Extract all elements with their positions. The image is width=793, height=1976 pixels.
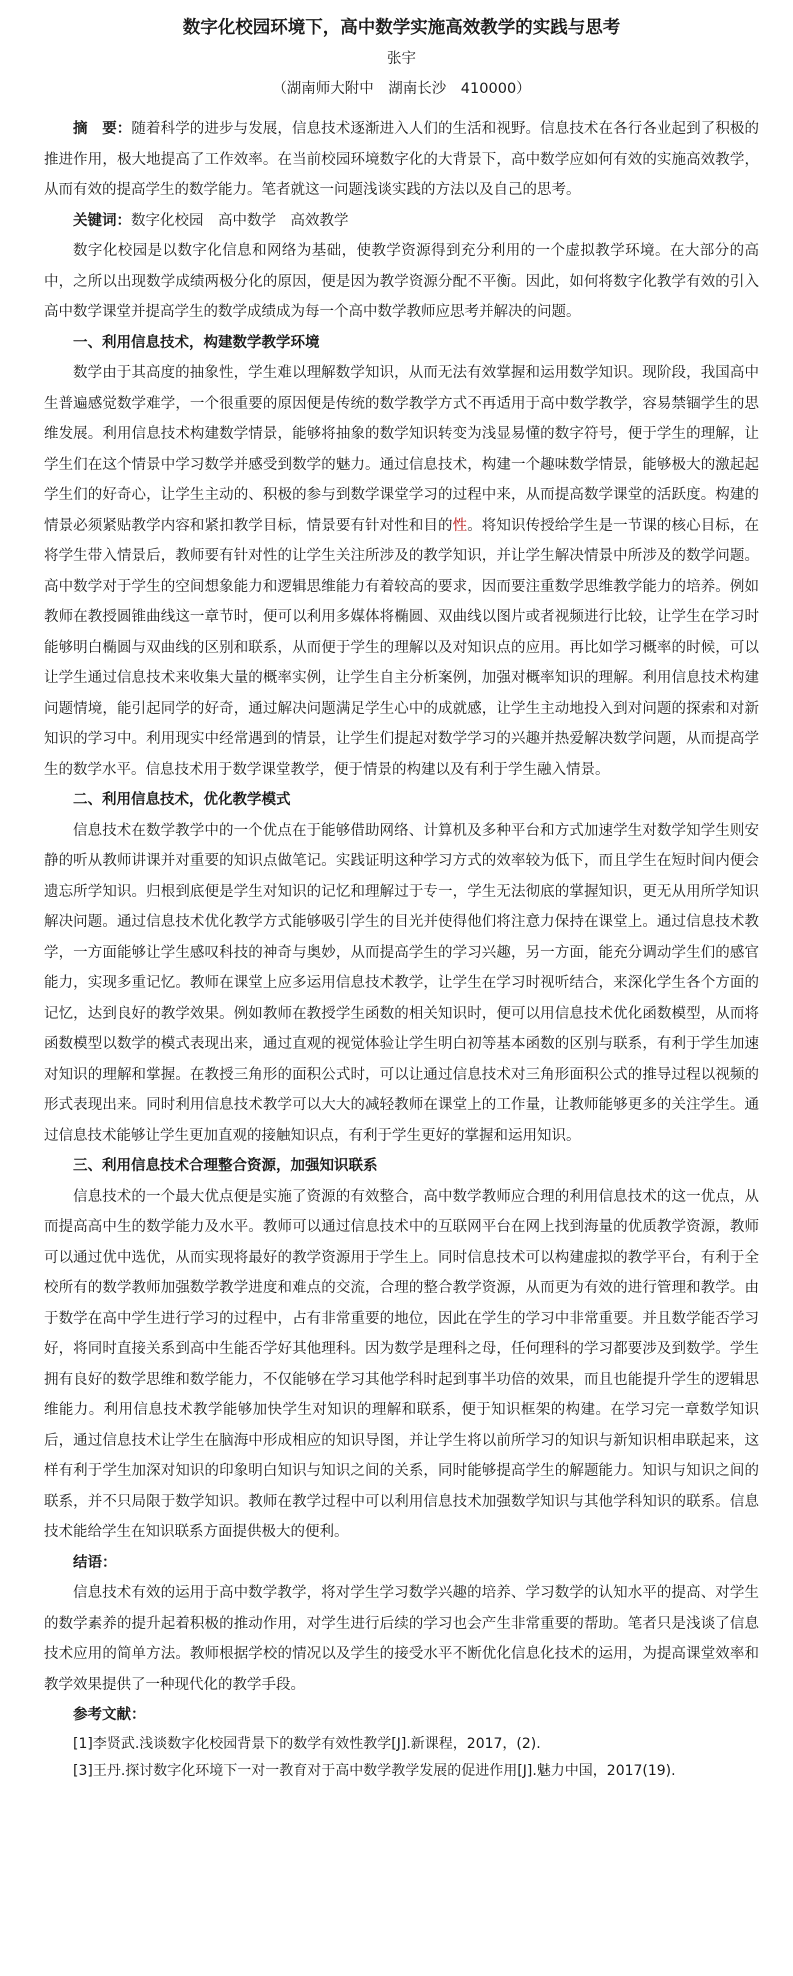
section1-text-a: 数学由于其高度的抽象性，学生难以理解数学知识，从而无法有效掌握和运用数学知识。现阶段，我国高中生普遍感觉数学难学，一个很重要的原因便是传统的数学教学方式不再适用于高中数学教学，容易禁锢学生的思维发展。利用信息技术构建数学情景，能够将抽象的数学知识转变为浅显易懂的数字符号，便于学生的理解，让学生们在这个情景中学习数学并感受到数学的魅力。通过信息技术，构建一个趣味数学情景，能够极大的激起起学生们的好奇心，让学生主动的、积极的参与到数学课堂学习的过程中来，从而提高数学课堂的活跃度。构建的情景必须紧贴教学内容和紧扣教学目标，情景要有针对性和目的 bbox=[44, 365, 759, 534]
paper-title: 数字化校园环境下，高中数学实施高效教学的实践与思考 bbox=[182, 18, 621, 38]
conclusion-paragraph: 信息技术有效的运用于高中数学教学，将对学生学习数学兴趣的培养、学习数学的认知水平的提高、对学生的数学素养的提升起着积极的推动作用，对学生进行后续的学习也会产生非常重要的帮助。笔者只是浅谈了信息技术应用的简单方法。教师根据学校的情况以及学生的接受水平不断优化信息化技术的运用，为提高课堂效率和教学效果提供了一种现代化的教学手段。 bbox=[44, 1585, 759, 1693]
keywords-paragraph bbox=[44, 206, 759, 237]
author-affiliation: （湖南师大附中 湖南长沙 410000） bbox=[272, 81, 531, 97]
section1-heading: 一、利用信息技术，构建数学教学环境 bbox=[73, 334, 320, 351]
section1-text-b: 。将知识传授给学生是一节课的核心目标，在将学生带入情景后，教师要有针对性的让学生关注所涉及的教学知识，并让学生解决情景中所涉及的数学问题。高中数学对于学生的空间想象能力和逻辑思维能力有着较高的要求，因而要注重数学思维教学能力的培养。例如教师在教授圆锥曲线这一章节时，便可以利用多媒体将椭圆、双曲线以图片或者视频进行比较，让学生在学习时能够明白椭圆与双曲线的区别和联系，从而便于学生的理解以及对知识点的应用。再比如学习概率的时候，可以让学生通过信息技术来收集大量的概率实例，让学生自主分析案例，加强对概率知识的理解。利用信息技术构建问题情境，能引起同学的好奇，通过解决问题满足学生心中的成就感，让学生主动地投入到对问题的探索和对新知识的学习中。利用现实中经常遇到的情景，让学生们提起对数学学习的兴趣并热爱解决数学问题，从而提高学生的数学水平。信息技术用于数学课堂教学，便于情景的构建以及有利于学生融入情景。 bbox=[44, 517, 759, 778]
abstract-label: 摘 要： bbox=[73, 121, 132, 137]
section1-highlight: 性 bbox=[452, 517, 468, 534]
intro-paragraph: 数字化校园是以数字化信息和网络为基础，使教学资源得到充分利用的一个虚拟教学环境。在大部分的高中，之所以出现数学成绩两极分化的原因，便是因为教学资源分配不平衡。因此，如何将数字化教学有效的引入高中数学课堂并提高学生的数学成绩成为每一个高中数学教师应思考并解决的问题。 bbox=[44, 243, 759, 320]
section1-paragraph bbox=[44, 358, 759, 785]
references-list bbox=[44, 1731, 759, 1785]
abstract-paragraph bbox=[44, 114, 759, 206]
section3-paragraph: 信息技术的一个最大优点便是实施了资源的有效整合，高中数学教师应合理的利用信息技术的这一优点，从而提高高中生的数学能力及水平。教师可以通过信息技术中的互联网平台在网上找到海量的优质教学资源，教师可以通过优中选优，从而实现将最好的教学资源用于学生上。同时信息技术可以构建虚拟的教学平台，有利于全校所有的数学教师加强数学教学进度和难点的交流，合理的整合教学资源，从而更为有效的进行管理和教学。由于数学在高中学生进行学习的过程中，占有非常重要的地位，因此在学生的学习中非常重要。并且数学能否学习好，将同时直接关系到高中生能否学好其他理科。因为数学是理科之母，任何理科的学习都要涉及到数学。学生拥有良好的数学思维和数学能力，不仅能够在学习其他学科时起到事半功倍的效果，而且也能提升学生的逻辑思维能力。利用信息技术教学能够加快学生对知识的理解和联系，便于知识框架的构建。在学习完一章数学知识后，通过信息技术让学生在脑海中形成相应的知识导图，并让学生将以前所学习的知识与新知识相串联起来，这样有利于学生加深对知识的印象明白知识与知识之间的关系，同时能够提高学生的解题能力。知识与知识之间的联系，并不只局限于数学知识。教师在教学过程中可以利用信息技术加强数学知识与其他学科知识的联系。信息技术能给学生在知识联系方面提供极大的便利。 bbox=[44, 1188, 759, 1540]
reference-item: [3]王丹.探讨数字化环境下一对一教育对于高中数学教学发展的促进作用[J].魅力中国，2017(19). bbox=[73, 1762, 676, 1779]
conclusion-heading: 结语： bbox=[73, 1554, 117, 1571]
section2-heading: 二、利用信息技术，优化教学模式 bbox=[73, 792, 291, 808]
author-name: 张宇 bbox=[387, 51, 416, 67]
keywords-text: 数字化校园 高中数学 高效教学 bbox=[131, 212, 349, 229]
keywords-label: 关键词： bbox=[73, 212, 131, 229]
abstract-text: 随着科学的进步与发展，信息技术逐渐进入人们的生活和视野。信息技术在各行各业起到了积极的推进作用，极大地提高了工作效率。在当前校园环境数字化的大背景下，高中数学应如何有效的实施高效教学，从而有效的提高学生的数学能力。笔者就这一问题浅谈实践的方法以及自己的思考。 bbox=[44, 121, 760, 198]
section2-paragraph: 信息技术在数学教学中的一个优点在于能够借助网络、计算机及多种平台和方式加速学生对数学知学生则安静的听从教师讲课并对重要的知识点做笔记。实践证明这种学习方式的效率较为低下，而且学生在短时间内便会遗忘所学知识。归根到底便是学生对知识的记忆和理解过于专一，学生无法彻底的掌握知识，更无从用所学知识解决问题。通过信息技术优化教学方式能够吸引学生的目光并使得他们将注意力保持在课堂上。通过信息技术教学，一方面能够让学生感叹科技的神奇与奥妙，从而提高学生的学习兴趣，另一方面，能充分调动学生们的感官能力，实现多重记忆。教师在课堂上应多运用信息技术教学，让学生在学习时视听结合，来深化学生各个方面的记忆，达到良好的教学效果。例如教师在教授学生函数的相关知识时，便可以用信息技术优化函数模型，从而将函数模型以数学的模式表现出来，通过直观的视觉体验让学生明白初等基本函数的区别与联系，有利于学生加速对知识的理解和掌握。在教授三角形的面积公式时，可以让通过信息技术对三角形面积公式的推导过程以视频的形式表现出来。同时利用信息技术教学可以大大的减轻教师在课堂上的工作量，让教师能够更多的关注学生。通过信息技术能够让学生更加直观的接触知识点，有利于学生更好的掌握和运用知识。 bbox=[44, 822, 759, 1144]
reference-item: [1]李贤武.浅谈数字化校园背景下的数学有效性教学[J].新课程，2017，(2). bbox=[73, 1735, 541, 1752]
section3-heading: 三、利用信息技术合理整合资源，加强知识联系 bbox=[73, 1158, 378, 1174]
references-heading: 参考文献： bbox=[73, 1707, 146, 1723]
